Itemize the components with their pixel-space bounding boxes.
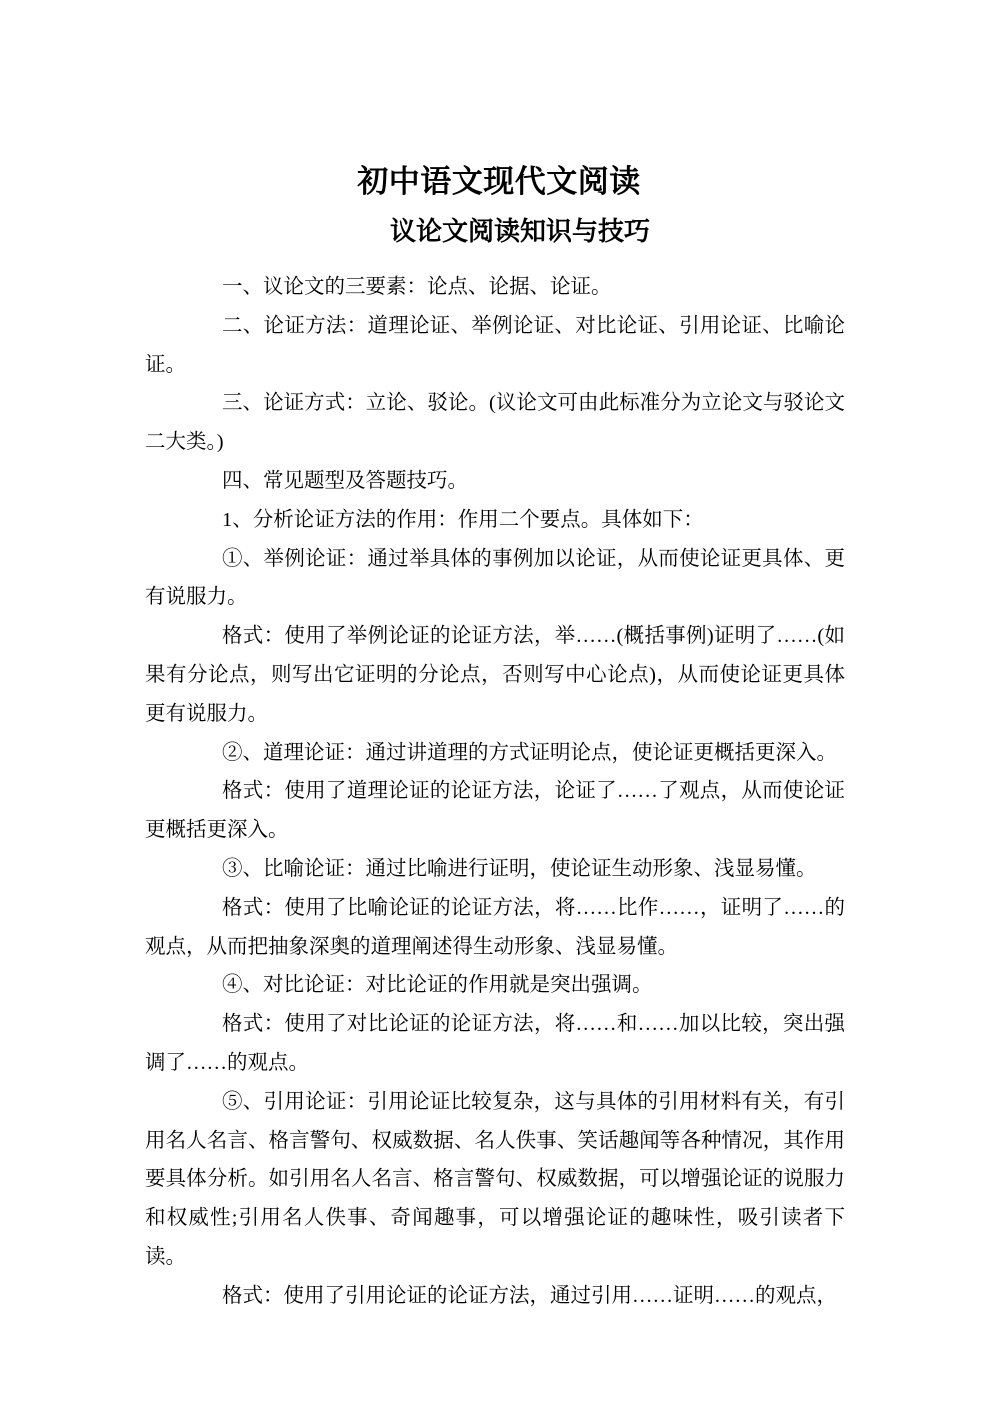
document-content bbox=[145, 160, 845, 1316]
paragraph: ③、比喻论证：通过比喻进行证明，使论证生动形象、浅显易懂。 bbox=[222, 857, 817, 880]
paragraph: 二、论证方法：道理论证、举例论证、对比论证、引用论证、比喻论证。 bbox=[145, 314, 845, 376]
paragraph: 一、议论文的三要素：论点、论据、论证。 bbox=[222, 276, 612, 298]
paragraph: ①、举例论证：通过举具体的事例加以论证，从而使论证更具体、更有说服力。 bbox=[145, 547, 845, 609]
paragraph: ②、道理论证：通过讲道理的方式证明论点，使论证更概括更深入。 bbox=[222, 741, 837, 764]
paragraph: 格式：使用了比喻论证的论证方法，将……比作……，证明了……的观点，从而把抽象深奥的道理阐述得生动形象、浅显易懂。 bbox=[145, 896, 845, 958]
document-title: 初中语文现代文阅读 bbox=[357, 164, 641, 199]
document-subtitle: 议论文阅读知识与技巧 bbox=[389, 217, 650, 246]
paragraph: 格式：使用了引用论证的论证方法，通过引用……证明……的观点， bbox=[222, 1284, 837, 1307]
paragraph: 格式：使用了对比论证的论证方法，将……和……加以比较，突出强调了……的观点。 bbox=[145, 1013, 845, 1074]
document-body-text bbox=[145, 268, 845, 1316]
paragraph: 四、常见题型及答题技巧。 bbox=[222, 469, 468, 492]
paragraph: 1、分析论证方法的作用：作用二个要点。具体如下： bbox=[222, 508, 704, 531]
paragraph: 格式：使用了道理论证的论证方法，论证了……了观点，从而使论证更概括更深入。 bbox=[145, 780, 845, 842]
paragraph: ④、对比论证：对比论证的作用就是突出强调。 bbox=[222, 974, 653, 997]
paragraph: 三、论证方式：立论、驳论。(议论文可由此标准分为立论文与驳论文二大类。) bbox=[145, 392, 845, 454]
paragraph: ⑤、引用论证：引用论证比较复杂，这与具体的引用材料有关，有引用名人名言、格言警句、权威数据、名人佚事、笑话趣闻等各种情况，其作用要具体分析。如引用名人名言、格言警句、权威数据，可以增强论证的说服力和权威性;引用名人佚事、奇闻趣事，可以增强论证的趣味性，吸引读者下读。 bbox=[145, 1090, 845, 1268]
paragraph: 格式：使用了举例论证的论证方法，举……(概括事例)证明了……(如果有分论点，则写出它证明的分论点，否则写中心论点)，从而使论证更具体更有说服力。 bbox=[145, 625, 845, 725]
